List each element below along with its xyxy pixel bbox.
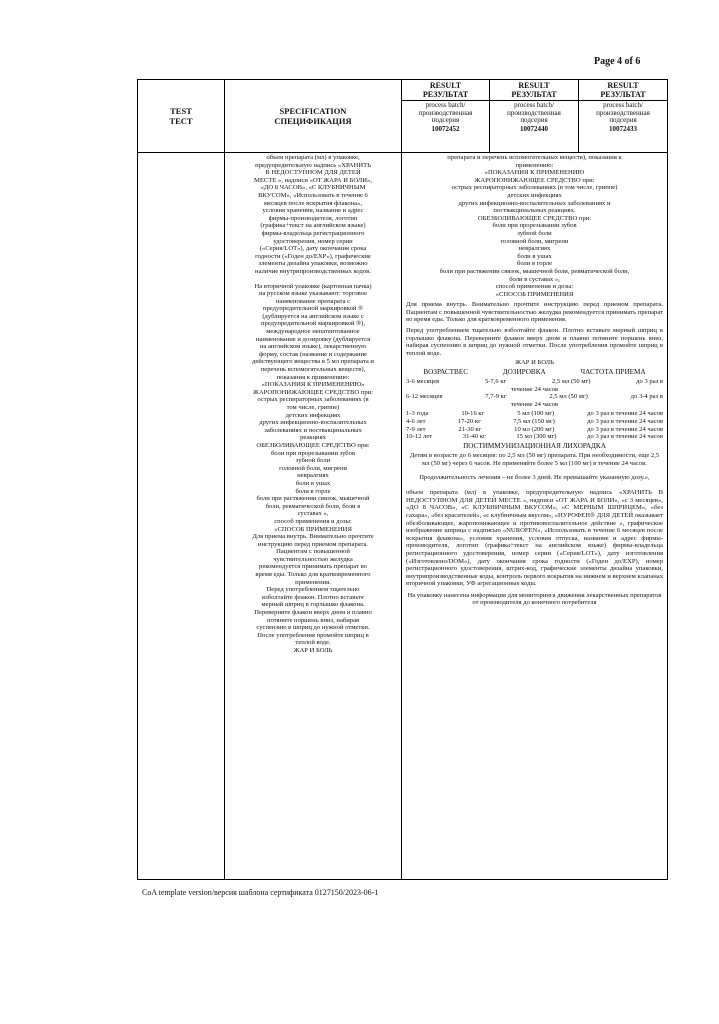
spec-line: заболеваниях и поствакцинальных: [264, 426, 362, 434]
dosing-row: [406, 378, 663, 386]
dosing-row: [406, 393, 663, 401]
spec-line: том числе, гриппе): [286, 404, 340, 411]
spec-line: После употребления промойте шприц в: [257, 631, 369, 639]
spec-line: Переверните флакон вверх дном и плавно: [254, 609, 372, 617]
result-batch-1: [402, 80, 490, 153]
spec-line: «СПОСОБ ПРИМЕНЕНИЯ: [274, 525, 352, 533]
spec-line: ВКУСОМ», «Использовать в течение 6: [258, 191, 368, 199]
spec-line: взболтайте флакон. Плотно вставьте: [262, 593, 364, 601]
spec-line: МЕСТЕ », надписи «ОТ ЖАРА И БОЛИ»,: [254, 176, 372, 184]
result-line: «ПОКАЗАНИЯ К ПРИМЕНЕНИЮ: [484, 169, 585, 177]
spec-line: Для приема внутрь. Внимательно прочтите: [252, 533, 374, 541]
dosing-title: ЖАР И БОЛЬ: [515, 359, 554, 367]
dosing-cell-freq: до 3-4 раз в: [630, 393, 663, 401]
result-batch-3: [579, 80, 668, 153]
spec-line: боли при растяжении связок, мышечной: [256, 495, 370, 503]
spec-line: острых респираторных заболеваниях (в: [257, 396, 369, 404]
post-immunization-title: ПОСТИММУНИЗАЦИОННАЯ ЛИХОРАДКА: [463, 441, 606, 450]
spec-line: теплой воде.: [295, 639, 331, 647]
specification-cell: [225, 153, 402, 880]
result-paragraph-3: объем препарата (мл) в упаковке, предупредительную надпись «ХРАНИТЬ В НЕДОСТУПНОМ ДЛЯ ДЕТЕЙ МЕСТЕ », надписи «ОТ ЖАРА И БОЛИ», «с 3 месяцев», «ДО 8 ЧАСОВ», «С КЛУБНИЧНЫМ ВКУСОМ», «С МЕРНЫМ ШПРИЦЕМ», «без сахара», «без красителей», «с клубничным вкусом», «НУРОФЕН® ДЛЯ ДЕТЕЙ оказывает обезболивающее, жаропонижающее и противовоспалительное действие », графическое изображение шприца с надписью «NUROFEN», «Использовать в течение 6 месяцев после вскрытия флакона», условия хранения, условия отпуска, название и адрес фирмы-производителя, логотип (графика+текст на английском языке) фирмы-владельца регистрационного удостоверения, номер серии («Серия/LOT»), дату изготовления («Изготовлено/DOM»), дату окончания срока годности («Годен до/EXP), номер регистрационного удостоверения, штрих-код, графические элементы дизайна упаковки, внутрипроизводственные коды, контроль первого вскрытия на нижнем и верхнем клапанах вторичной упаковки, УФ агрегационные коды.: [406, 489, 663, 588]
spec-line: перечень вспомогательных веществ),: [260, 366, 366, 374]
spec-line: способ применения и дозы:: [274, 517, 352, 525]
result-paragraph-2: Перед употреблением тщательно взболтайте флакон. Плотно вставьте мерный шприц в горлышко флакона. Переверните флакон вверх дном и плавно потяните поршень вниз, набирая суспензию в шприц до нужной отметки. После употребления промойте шприц в теплой воде.: [406, 327, 663, 357]
spec-line: реакциях: [300, 434, 326, 442]
spec-line: предупредительную надпись «ХРАНИТЬ: [255, 161, 371, 169]
spec-line: ОБЕЗБОЛИВАЮЩЕЕ СРЕДСТВО при:: [256, 441, 370, 449]
batch-label: process batch/ производственная подсерия: [596, 101, 650, 125]
dosing-cell-age: 3-6 месяцев: [406, 378, 440, 386]
duration-text: Продолжительность лечения – не более 3 дней. Не превышайте указанную дозу.»,: [419, 473, 650, 481]
dosing-cell-weight: 10-16 кг: [461, 410, 485, 418]
spec-line: месяцев после вскрытия флакона»,: [263, 199, 363, 207]
dosing-cell-weight: 21-30 кг: [458, 425, 482, 433]
spec-line: зубной боли: [295, 457, 331, 465]
dosing-cell-freq: до 3 раз в течение 24 часов: [587, 418, 663, 425]
result-line: зубной боли: [517, 229, 552, 237]
dosing-cell-age: 4-6 лет: [406, 418, 426, 425]
spec-line: рекомендуется принимать препарат во: [259, 563, 367, 571]
dosing-head-dose: ДОЗИРОВКА: [502, 368, 546, 377]
spec-line: боли, ревматической боли, боли в: [265, 502, 361, 510]
result-line: способ применения и дозы:: [495, 283, 574, 291]
spec-line: ЖАР И БОЛЬ: [293, 647, 333, 654]
batch-label: process batch/ производственная подсерия: [507, 101, 561, 125]
spec-line: невралгиях: [297, 472, 329, 480]
dosing-cell-freq: до 3 раз в течение 24 часов: [587, 433, 663, 441]
dosing-cell-dose: 10 мл (200 мг): [514, 425, 555, 433]
spec-line: В НЕДОСТУПНОМ ДЛЯ ДЕТЕЙ: [265, 169, 361, 177]
spec-line: наименование препарата с: [275, 297, 351, 305]
result-line: невралгиях: [518, 245, 551, 253]
dosing-cell-dose: 15 мл (300 мг): [516, 433, 557, 441]
result-batch-2: [490, 80, 579, 153]
dosing-cell-age: 1-3 года: [406, 410, 429, 418]
dosing-row: [406, 410, 663, 418]
header-test: TEST ТЕСТ: [138, 80, 225, 153]
result-text: [402, 153, 667, 607]
spec-line: (дублируется на английском языке с: [262, 312, 364, 320]
dosing-rows-infant: [406, 378, 663, 408]
result-line: боли при растяжении связок, мышечной боли, ревматической боли,: [439, 267, 630, 275]
result-paragraph-4: На упаковку нанесена информация для мониторинга движения лекарственных препаратов от производителя до конечного потребителя: [407, 591, 662, 607]
spec-line: инструкцию перед приемом препарата.: [257, 540, 369, 548]
spec-line: международное непатентованное: [266, 328, 360, 336]
spec-line: показания к применению:: [276, 373, 350, 381]
result-line: детских инфекциях: [507, 191, 562, 199]
dosing-cell-weight: 31-40 кг: [462, 433, 486, 441]
spec-line: «ПОКАЗАНИЯ К ПРИМЕНЕНИЮ»: [261, 381, 365, 389]
page-number: Page 4 of 6: [594, 56, 641, 67]
result-paragraph-1: Для приема внутрь. Внимательно прочтите инструкцию перед приемом препарата. Пациентам с повышенной чувствительностью желудка рекомендуется принимать препарат во время еды. Только для кратковременного применения.: [406, 301, 663, 324]
spec-line: головной боли, мигрени: [279, 464, 347, 472]
result-line: головной боли, мигрени: [500, 237, 569, 245]
dosing-cell-freq: до 3 раз в: [636, 378, 663, 386]
dosing-row-sub: течение 24 часов: [510, 385, 559, 393]
batch-number: 10072433: [609, 124, 637, 133]
spec-line: («Серия/LOT»), дату окончания срока: [259, 245, 367, 253]
dosing-cell-age: 6-12 месяцев: [406, 393, 443, 401]
spec-line: других инфекционно-воспалительных: [259, 419, 367, 427]
spec-line: «ДО 8 ЧАСОВ», «С КЛУБНИЧНЫМ: [260, 184, 366, 192]
dosing-cell-dose: 2,5 мл (50 мг): [549, 393, 588, 401]
spec-line: объем препарата (мл) в упаковке,: [266, 154, 360, 161]
dosing-row: [406, 426, 663, 434]
specification-text: [225, 153, 401, 655]
spec-line: наименование и дозировку (дублируется: [255, 335, 371, 343]
batch-number: 10072452: [431, 124, 460, 133]
footer-template-version: CoA template version/версия шаблона сертификата 0127150/2023-06-1: [142, 888, 379, 897]
dosing-rows-child: [406, 410, 663, 440]
spec-line: время еды. Только для кратковременного: [255, 571, 371, 579]
result-line: ОБЕЗБОЛИВАЮЩЕЕ СРЕДСТВО при:: [477, 214, 592, 222]
result-line: «СПОСОБ ПРИМЕНЕНИЯ: [495, 290, 574, 298]
spec-line: [229, 276, 397, 283]
spec-line: применения.: [295, 578, 331, 586]
result-line: поствакцинальных реакциях.: [493, 207, 576, 215]
post-immunization-text: Детям в возрасте до 6 месяцев: по 2,5 мл (50 мг) препарата. При необходимости, еще 2,5 мл (50 мг) через 6 часов. Не применяйте более 5 мл (100 мг) в течение 24 часов.: [409, 452, 660, 467]
spec-line: Перед употреблением тщательно: [266, 586, 360, 594]
dosing-cell-weight: 7,7-9 кг: [485, 393, 507, 401]
result-top-lines: [406, 154, 663, 298]
spec-line: боли в ушах: [295, 479, 331, 487]
dosing-cell-freq: до 3 раз в течение 24 часов: [587, 425, 663, 433]
spec-line: На вторичной упаковке (картонная пачка): [254, 282, 372, 290]
dosing-head-age: ВОЗРАСТВЕС: [423, 368, 469, 377]
spec-line: Пациентам с повышенной: [276, 548, 350, 556]
dosing-cell-dose: 7,5 мл (150 мг): [513, 418, 555, 425]
dosing-cell-weight: 5-7,6 кг: [484, 378, 507, 386]
spec-line: потяните поршень вниз, набирая: [266, 616, 360, 624]
result-line: боли при прорезывании зубов: [492, 222, 577, 230]
result-label: RESULT РЕЗУЛЬТАТ: [490, 80, 578, 101]
spec-line: детских инфекциях: [285, 411, 341, 419]
dosing-head-freq: ЧАСТОТА ПРИЕМА: [580, 368, 646, 377]
spec-line: суспензию в шприц до нужной отметки.: [256, 624, 370, 632]
spec-line: предупредительной маркировкой ®),: [261, 320, 365, 328]
spec-line: фирмы-владельца регистрационного: [261, 229, 365, 237]
result-line: применению:: [515, 161, 554, 169]
spec-line: на русском языке указывают: торговое: [258, 290, 368, 298]
result-cell: [402, 153, 668, 880]
spec-line: предупредительной маркировкой ®: [262, 305, 364, 313]
dosing-row: [406, 433, 663, 441]
result-line: боли в ушах: [517, 252, 552, 260]
result-line: острых респираторных заболеваниях (в том числе, гриппе): [451, 184, 618, 192]
dosing-cell-weight: 17-20 кг: [457, 418, 481, 425]
dosing-row-sub: течение 24 часов: [510, 400, 559, 408]
dosing-header: [406, 368, 663, 377]
spec-line: (графика+текст на английском языке): [260, 222, 366, 230]
spec-line: годности («Годен до/EXP»), графические: [255, 252, 371, 260]
spec-line: условия хранения, название и адрес: [262, 207, 364, 215]
dosing-cell-dose: 5 мл (100 мг): [517, 410, 555, 418]
dosing-cell-freq: до 3 раз в течение 24 часов: [587, 410, 663, 418]
spec-line: наличие внутрипроизводственных кодов.: [255, 267, 371, 275]
dosing-cell-age: 10-12 лет: [406, 433, 433, 441]
spec-line: форму, состав (название и содержание: [259, 350, 367, 358]
result-line: препарата и перечень вспомогательных веществ), показания к: [447, 154, 622, 161]
batch-label: process batch/ производственная подсерия: [418, 101, 473, 125]
batch-number: 10072440: [520, 124, 548, 133]
header-specification: SPECIFICATION СПЕЦИФИКАЦИЯ: [225, 80, 402, 153]
result-label: RESULT РЕЗУЛЬТАТ: [402, 80, 489, 101]
result-line: боли в суставах »,: [509, 275, 560, 283]
result-line: боли в горле: [516, 260, 553, 268]
spec-line: элементы дизайна упаковки, возможно: [258, 260, 368, 268]
result-line: ЖАРОПОНИЖАЮЩЕЕ СРЕДСТВО при:: [474, 176, 595, 184]
spec-line: боли при прорезывании зубов: [270, 449, 356, 457]
dosing-row: [406, 418, 663, 426]
spec-line: на английском языке), лекарственную: [259, 343, 367, 351]
dosing-cell-dose: 2,5 мл (50 мг): [551, 378, 591, 386]
test-cell-empty: [138, 153, 225, 880]
spec-line: суставах »,: [297, 510, 329, 518]
spec-line: удостоверения, номер серии: [273, 237, 353, 245]
spec-line: ЖАРОПОНИЖАЮЩЕЕ СРЕДСТВО при:: [252, 388, 374, 396]
coa-table: [137, 79, 668, 880]
spec-line: мерный шприц в горлышко флакона.: [261, 601, 365, 609]
spec-line: фирмы-производителя, логотип: [268, 214, 358, 222]
spec-line: боли в горле: [295, 487, 331, 495]
result-line: других инфекционно-воспалительных заболеваниях и: [458, 199, 611, 207]
dosing-cell-age: 7-9 лет: [406, 425, 426, 433]
spec-line: чувствительностью желудка: [273, 555, 353, 563]
result-label: RESULT РЕЗУЛЬТАТ: [579, 80, 667, 101]
spec-line: действующего вещества в 5 мл препарата и: [252, 358, 374, 366]
